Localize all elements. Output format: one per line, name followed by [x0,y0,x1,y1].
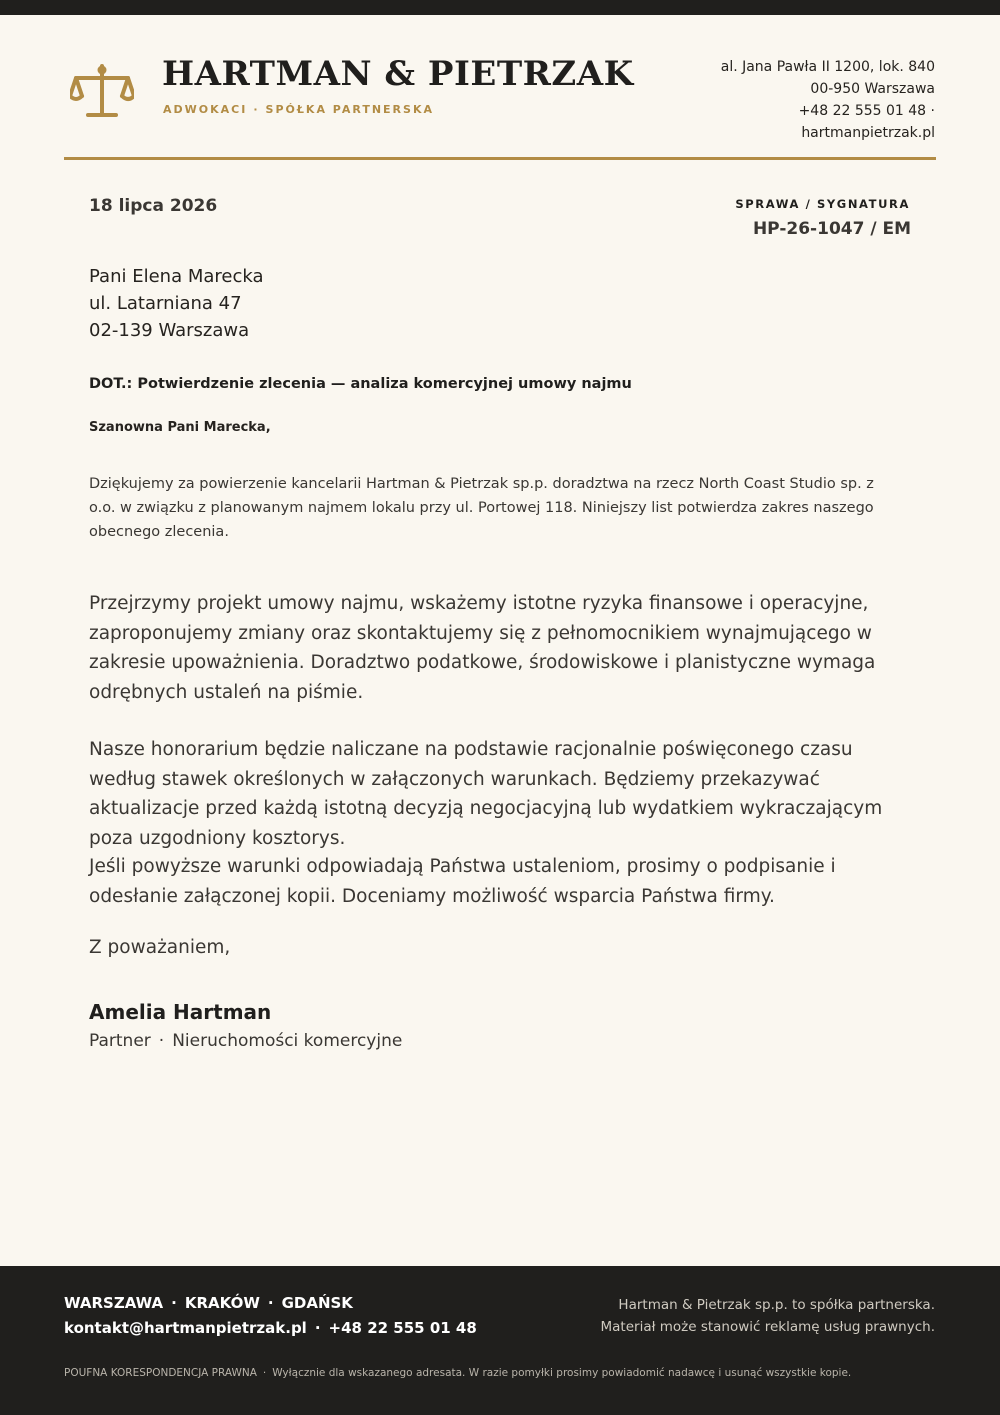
footer-phone[interactable]: +48 22 555 01 48 [328,1319,477,1337]
footer-legal-text: Wyłącznie dla wskazanego adresata. W razie pomyłki prosimy powiadomić nadawcę i usunąć wszystkie kopie. [272,1367,852,1379]
footer-city-2: KRAKÓW [184,1294,260,1312]
recipient-city: 02-139 Warszawa [89,320,250,341]
footer-disclaimer [601,1294,935,1338]
separator-dot: · [253,103,260,116]
footer [0,1266,1000,1415]
letter-salutation: Szanowna Pani Marecka, [89,420,271,435]
body-paragraph-1: Przejrzymy projekt umowy najmu, wskażemy istotne ryzyka finansowe i operacyjne, zaproponujemy zmiany oraz skontaktujemy się z pełnomocnikiem wynajmującego w zakresie upoważnienia. Doradztwo podatkowe, środowiskowe i planistyczne wymaga odrębnych ustaleń na piśmie. [89,593,876,703]
header-website[interactable]: hartmanpietrzak.pl [801,125,935,141]
separator-dot: · [930,103,935,119]
firm-subtitle [163,103,434,116]
signer-title: Partner [89,1031,151,1051]
footer-note-line-1: Hartman & Pietrzak sp.p. to spółka partnerska. [618,1297,935,1313]
footer-city-1: WARSZAWA [64,1294,164,1312]
address-line-1: al. Jana Pawła II 1200, lok. 840 [720,59,935,75]
reference-label: SPRAWA / SYGNATURA [735,197,910,211]
body-paragraph-2: Nasze honorarium będzie naliczane na podstawie racjonalnie poświęconego czasu według stawek określonych w załączonych warunkach. Będziemy przekazywać aktualizacje przed każdą istotną decyzją negocjacyjną lub wydatkiem wykraczającym poza uzgodniony kosztorys. [89,739,883,849]
separator-dot: · [158,1031,165,1051]
signer-name: Amelia Hartman [89,1000,272,1024]
scales-of-justice-icon [70,62,134,120]
signer-role [89,1031,402,1051]
letter-date: 18 lipca 2026 [89,196,218,216]
top-bar [0,0,1000,15]
header-phone: +48 22 555 01 48 [798,103,927,119]
footer-legal-label: POUFNA KORESPONDENCJA PRAWNA [64,1367,257,1379]
body-paragraph-3: Jeśli powyższe warunki odpowiadają Państwa ustaleniom, prosimy o podpisanie i odesłanie załączonej kopii. Doceniamy możliwość wsparcia Państwa firmy. [89,856,836,907]
recipient-address [89,263,264,344]
recipient-name: Pani Elena Marecka [89,266,264,287]
firm-subtitle-b: SPÓŁKA PARTNERSKA [265,103,434,116]
footer-legal [64,1367,851,1379]
firm-subtitle-a: ADWOKACI [163,103,248,116]
footer-note-line-2: Materiał może stanowić reklamę usług prawnych. [600,1319,935,1335]
letter-subject: DOT.: Potwierdzenie zlecenia — analiza komercyjnej umowy najmu [89,376,632,392]
footer-city-3: GDAŃSK [281,1294,353,1312]
separator-dot: · [314,1319,321,1337]
firm-name: HARTMAN & PIETRZAK [162,54,634,94]
intro-paragraph: Dziękujemy za powierzenie kancelarii Hartman & Pietrzak sp.p. doradztwa na rzecz North Coast Studio sp. z o.o. w związku z planowanym najmem lokalu przy ul. Portowej 118. Niniejszy list potwierdza zakres naszego obecnego zlecenia. [89,476,874,540]
separator-dot: · [267,1294,274,1312]
footer-contact [64,1319,477,1337]
header-contact-block [721,56,935,144]
letter-closing: Z poważaniem, [89,937,231,958]
reference-value: HP-26-1047 / EM [752,219,911,239]
recipient-street: ul. Latarniana 47 [89,293,242,314]
separator-dot: · [262,1367,267,1379]
footer-cities [64,1294,353,1312]
footer-email[interactable]: kontakt@hartmanpietrzak.pl [64,1319,307,1337]
separator-dot: · [171,1294,177,1312]
header-divider [64,157,936,160]
header-phone-line [721,100,935,122]
address-line-2: 00-950 Warszawa [810,81,935,97]
signer-practice: Nieruchomości komercyjne [172,1031,403,1051]
